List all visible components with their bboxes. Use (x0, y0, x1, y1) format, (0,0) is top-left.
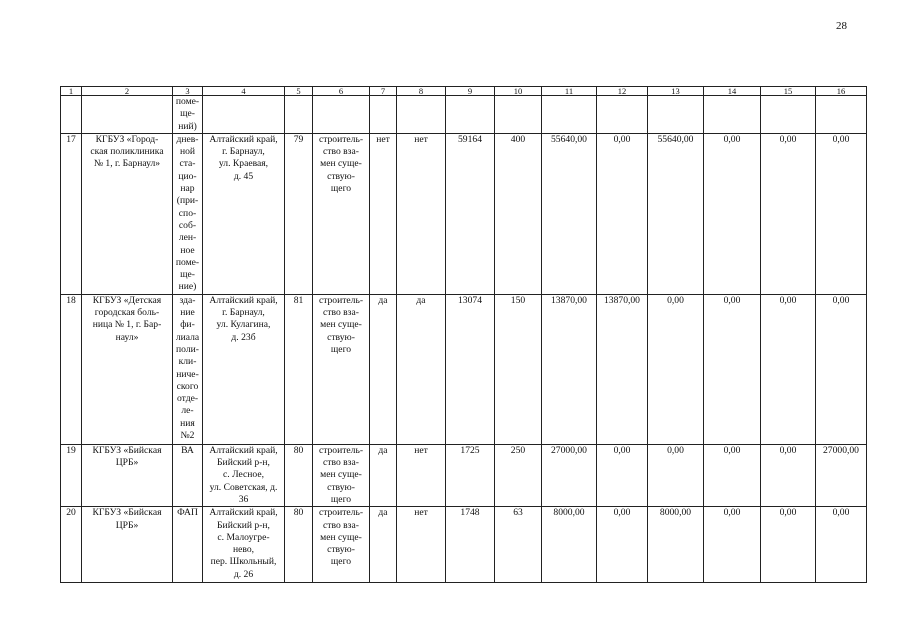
table-cell: да (397, 294, 446, 444)
amount-cell: 8000,00 (542, 507, 597, 583)
table-cell (313, 96, 370, 134)
table-cell: 1748 (446, 507, 495, 583)
table-cell: 13074 (446, 294, 495, 444)
address-cell: Алтайский край, Бийский р-н, с. Лесное, ул. Советская, д. 36 (203, 444, 285, 506)
column-number: 7 (370, 87, 397, 96)
work-type-cell: строитель- ство вза- мен суще- ствую- щего (313, 133, 370, 294)
amount-cell: 0,00 (704, 133, 761, 294)
column-number: 1 (61, 87, 82, 96)
column-number: 11 (542, 87, 597, 96)
table-cell: нет (397, 507, 446, 583)
institution-cell: КГБУЗ «Город- ская поликлиника № 1, г. Барнаул» (82, 133, 173, 294)
table-cell (495, 96, 542, 134)
table-cell: нет (397, 444, 446, 506)
document-table (60, 86, 867, 583)
column-number: 14 (704, 87, 761, 96)
amount-cell: 0,00 (816, 133, 867, 294)
table-cell (82, 96, 173, 134)
amount-cell: 0,00 (761, 507, 816, 583)
amount-cell: 0,00 (597, 507, 648, 583)
address-cell: Алтайский край, г. Барнаул, ул. Кулагина, д. 23б (203, 294, 285, 444)
table-cell (285, 96, 313, 134)
work-type-cell: строитель- ство вза- мен суще- ствую- щего (313, 444, 370, 506)
column-number-row (61, 87, 867, 96)
work-type-cell: строитель- ство вза- мен суще- ствую- щего (313, 294, 370, 444)
amount-cell: 27000,00 (816, 444, 867, 506)
column-number: 6 (313, 87, 370, 96)
address-cell: Алтайский край, Бийский р-н, с. Малоугре- нево, пер. Школьный, д. 26 (203, 507, 285, 583)
amount-cell: 0,00 (816, 294, 867, 444)
amount-cell: 0,00 (597, 444, 648, 506)
amount-cell: 27000,00 (542, 444, 597, 506)
table-cell: да (370, 294, 397, 444)
row-number-cell: 19 (61, 444, 82, 506)
table-cell (397, 96, 446, 134)
table-cell: 250 (495, 444, 542, 506)
row-number-cell: 20 (61, 507, 82, 583)
amount-cell: 0,00 (761, 294, 816, 444)
object-type-cell: ФАП (173, 507, 203, 583)
amount-cell: 0,00 (704, 294, 761, 444)
table-cell (761, 96, 816, 134)
table-row (61, 294, 867, 444)
table-cell (370, 96, 397, 134)
table-cell: 400 (495, 133, 542, 294)
table-row (61, 444, 867, 506)
table-cell (446, 96, 495, 134)
address-cell: Алтайский край, г. Барнаул, ул. Краевая, д. 45 (203, 133, 285, 294)
amount-cell: 0,00 (597, 133, 648, 294)
amount-cell: 0,00 (704, 507, 761, 583)
amount-cell: 0,00 (816, 507, 867, 583)
table-cell: 81 (285, 294, 313, 444)
table-cell (597, 96, 648, 134)
institution-cell: КГБУЗ «Бийская ЦРБ» (82, 507, 173, 583)
column-number: 3 (173, 87, 203, 96)
amount-cell: 55640,00 (648, 133, 704, 294)
institution-cell: КГБУЗ «Детская городская боль- ница № 1, г. Бар- наул» (82, 294, 173, 444)
column-number: 16 (816, 87, 867, 96)
amount-cell: 0,00 (761, 133, 816, 294)
amount-cell: 13870,00 (597, 294, 648, 444)
table-cell: 80 (285, 507, 313, 583)
table-row-continuation (61, 96, 867, 134)
amount-cell: 55640,00 (542, 133, 597, 294)
column-number: 13 (648, 87, 704, 96)
column-number: 12 (597, 87, 648, 96)
table-cell: нет (397, 133, 446, 294)
amount-cell: 0,00 (648, 444, 704, 506)
column-number: 4 (203, 87, 285, 96)
object-type-cell: ВА (173, 444, 203, 506)
table-cell: 80 (285, 444, 313, 506)
amount-cell: 0,00 (761, 444, 816, 506)
table-cell (816, 96, 867, 134)
table-cell (648, 96, 704, 134)
amount-cell: 13870,00 (542, 294, 597, 444)
table-cell (61, 96, 82, 134)
table-cell: 150 (495, 294, 542, 444)
object-type-cell: днев- ной ста- цио- нар (при- спо- соб- лен- ное поме- ще- ние) (173, 133, 203, 294)
institution-cell: КГБУЗ «Бийская ЦРБ» (82, 444, 173, 506)
table-cell: помe- ще- ний) (173, 96, 203, 134)
table-cell: 79 (285, 133, 313, 294)
table-cell: да (370, 444, 397, 506)
column-number: 5 (285, 87, 313, 96)
table-cell: нет (370, 133, 397, 294)
table-cell: 59164 (446, 133, 495, 294)
amount-cell: 0,00 (648, 294, 704, 444)
column-number: 15 (761, 87, 816, 96)
column-number: 9 (446, 87, 495, 96)
object-type-cell: зда- ние фи- лиала поли- кли- ниче- ского отде- ле- ния №2 (173, 294, 203, 444)
table-cell (542, 96, 597, 134)
table-cell (203, 96, 285, 134)
table-cell: 63 (495, 507, 542, 583)
row-number-cell: 18 (61, 294, 82, 444)
table-row (61, 133, 867, 294)
table-cell: 1725 (446, 444, 495, 506)
table-cell (704, 96, 761, 134)
column-number: 2 (82, 87, 173, 96)
column-number: 10 (495, 87, 542, 96)
page-number: 28 (836, 20, 847, 32)
column-number: 8 (397, 87, 446, 96)
amount-cell: 0,00 (704, 444, 761, 506)
amount-cell: 8000,00 (648, 507, 704, 583)
table-row (61, 507, 867, 583)
work-type-cell: строитель- ство вза- мен суще- ствую- щего (313, 507, 370, 583)
row-number-cell: 17 (61, 133, 82, 294)
table-cell: да (370, 507, 397, 583)
